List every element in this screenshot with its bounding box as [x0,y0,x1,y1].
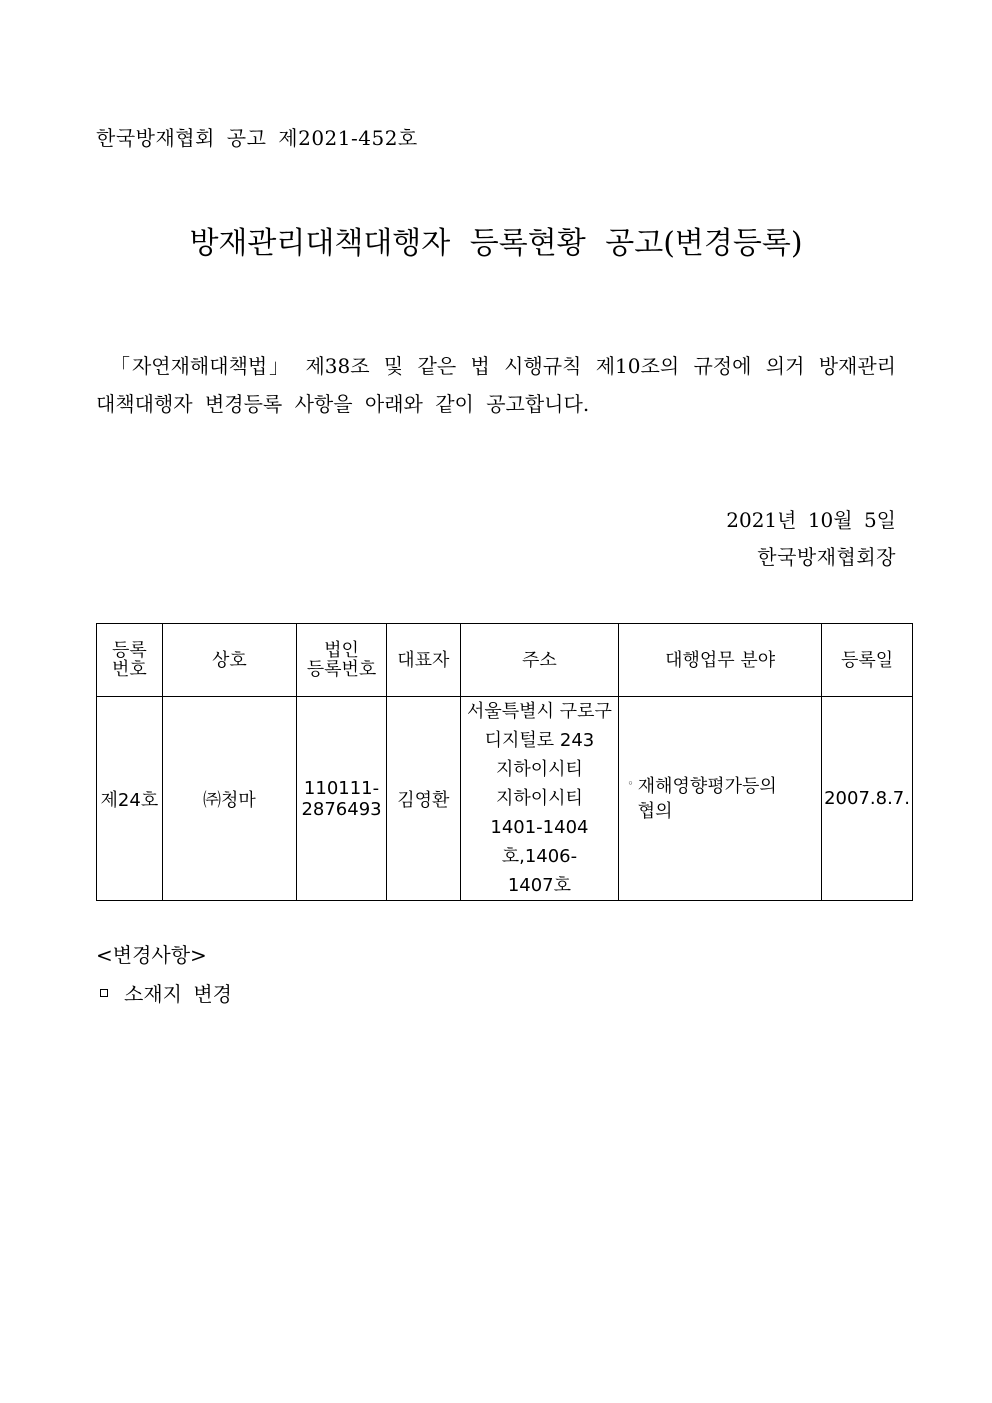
bullet-icon: ◦ [627,776,634,790]
column-header-business-field: 대행업무 분야 [619,624,822,697]
column-header-reg-no [97,624,163,697]
address-line: 1401-1404호,1406- [490,817,589,867]
document-title: 방재관리대책대행자 등록현황 공고(변경등록) [189,226,803,261]
address-line: 지하이시티 [495,759,583,780]
notice-number: 한국방재협회 공고 제2021-452호 [96,126,418,150]
column-header-address: 주소 [460,624,619,697]
cell-business-field [619,697,822,901]
column-header-corp-no-line2: 등록번호 [306,659,377,680]
address-line: 디지털로 243 [484,730,595,751]
registration-table [96,623,913,901]
cell-reg-no: 제24호 [97,697,163,901]
cell-corp-no-line1: 110111- [303,777,380,799]
table-header-row [97,624,913,697]
column-header-reg-no-line1: 등록 [111,640,147,661]
cell-reg-date: 2007.8.7. [822,697,913,901]
address-line: 1407호 [507,875,572,896]
notice-date: 2021년 10월 5일 [726,508,896,532]
address-line: 지하이시티 [495,788,583,809]
cell-representative: 김영환 [387,697,461,901]
issuer-name: 한국방재협회장 [757,545,896,569]
cell-corp-no-line2: 2876493 [301,798,382,820]
changes-list-item [100,978,232,1007]
cell-company: ㈜청마 [162,697,296,901]
column-header-reg-no-line2: 번호 [111,659,147,680]
intro-paragraph [96,347,896,423]
intro-line-2: 대책대행자 변경등록 사항을 아래와 같이 공고합니다. [96,392,590,416]
changes-item-text: 소재지 변경 [124,982,232,1006]
address-line: 서울특별시 구로구 [467,701,612,722]
cell-corp-no [297,697,387,901]
business-field-line1: 재해영향평가등의 [637,775,777,797]
square-bullet-icon [100,989,108,997]
column-header-corp-no-line1: 법인 [324,640,359,661]
intro-line-1: 「자연재해대책법」 제38조 및 같은 법 시행규칙 제10조의 규정에 의거 방재관리 [110,354,896,378]
changes-heading: <변경사항> [96,943,207,967]
table-row [97,697,913,901]
column-header-corp-no [297,624,387,697]
column-header-representative: 대표자 [387,624,461,697]
column-header-reg-date: 등록일 [822,624,913,697]
business-field-line2: 협의 [637,800,673,822]
column-header-company: 상호 [162,624,296,697]
business-field-text [638,774,777,824]
cell-address [460,697,619,901]
